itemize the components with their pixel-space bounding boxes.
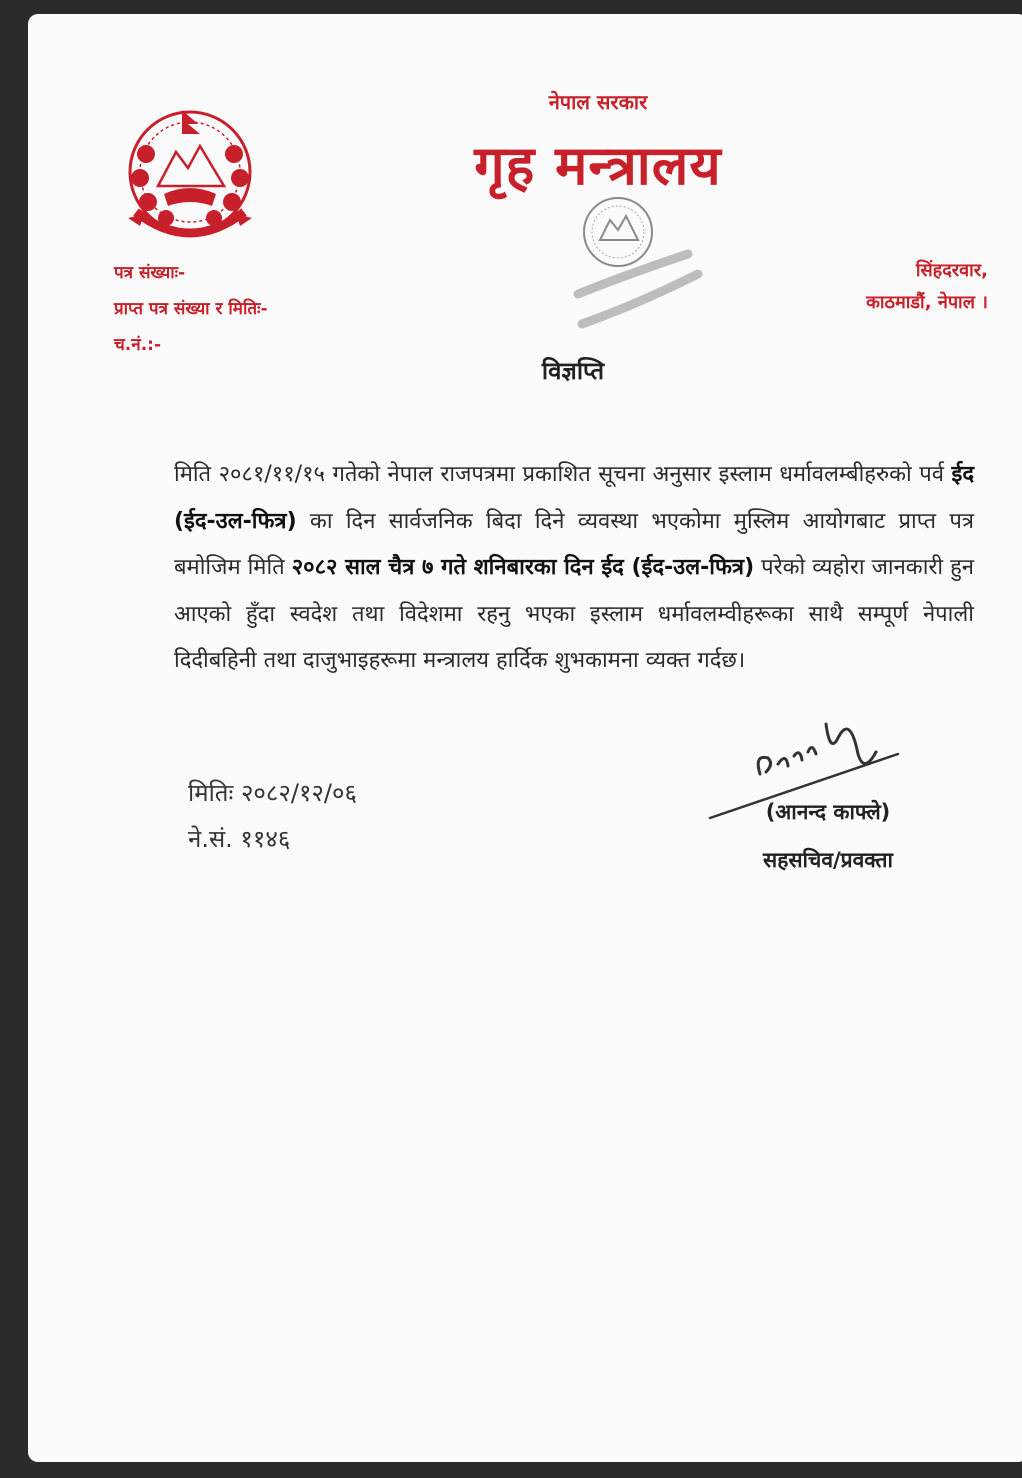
signatory-name: (आनन्द काफ्ले) — [765, 800, 891, 824]
notice-title: विज्ञप्ति — [541, 357, 605, 385]
signatory-role: सहसचिव/प्रवक्ता — [763, 848, 893, 872]
address-line-1: सिंहदरवार, — [915, 260, 988, 281]
official-stamp-icon — [548, 174, 718, 344]
dispatch-number-label: च.नं.:- — [114, 335, 161, 355]
nepal-emblem-icon — [114, 94, 266, 246]
address-line-2: काठमाडौं, नेपाल । — [866, 292, 988, 313]
letter-page — [28, 14, 1022, 1462]
notice-bold-date: २०८२ साल चैत्र ७ गते शनिबारका दिन ईद (ईद-उल-फित्र) — [291, 555, 755, 580]
received-letter-label: प्राप्त पत्र संख्या र मितिः- — [114, 299, 268, 319]
notice-text-2: का दिन सार्वजनिक बिदा दिने व्यवस्था भएकोमा मुस्लिम आयोगबाट प्राप्त पत्र बमोजिम मिति — [174, 508, 974, 580]
nepal-sambat-year: ने.सं. ११४६ — [188, 825, 291, 853]
ministry-name: गृह मन्त्रालय — [474, 134, 722, 197]
notice-body — [174, 452, 974, 685]
issue-date: मितिः २०८२/१२/०६ — [188, 779, 357, 807]
letter-number-label: पत्र संख्याः- — [114, 263, 186, 283]
notice-text-3: परेको व्यहोरा जानकारी हुन आएको हुँदा स्वदेश तथा विदेशमा रहनु भएका इस्लाम धर्मावलम्वीहरूका साथै सम्पूर्ण नेपाली दिदीबहिनी तथा दाजुभाइहरूमा मन्त्रालय हार्दिक शुभकामना व्यक्त गर्दछ। — [174, 555, 974, 673]
notice-bold-festival: ईद (ईद-उल-फित्र) — [174, 462, 974, 534]
government-name: नेपाल सरकार — [548, 90, 648, 114]
notice-text-1: मिति २०८१/११/१५ गतेको नेपाल राजपत्रमा प्रकाशित सूचना अनुसार इस्लाम धर्मावलम्बीहरुको पर्व — [174, 462, 952, 487]
